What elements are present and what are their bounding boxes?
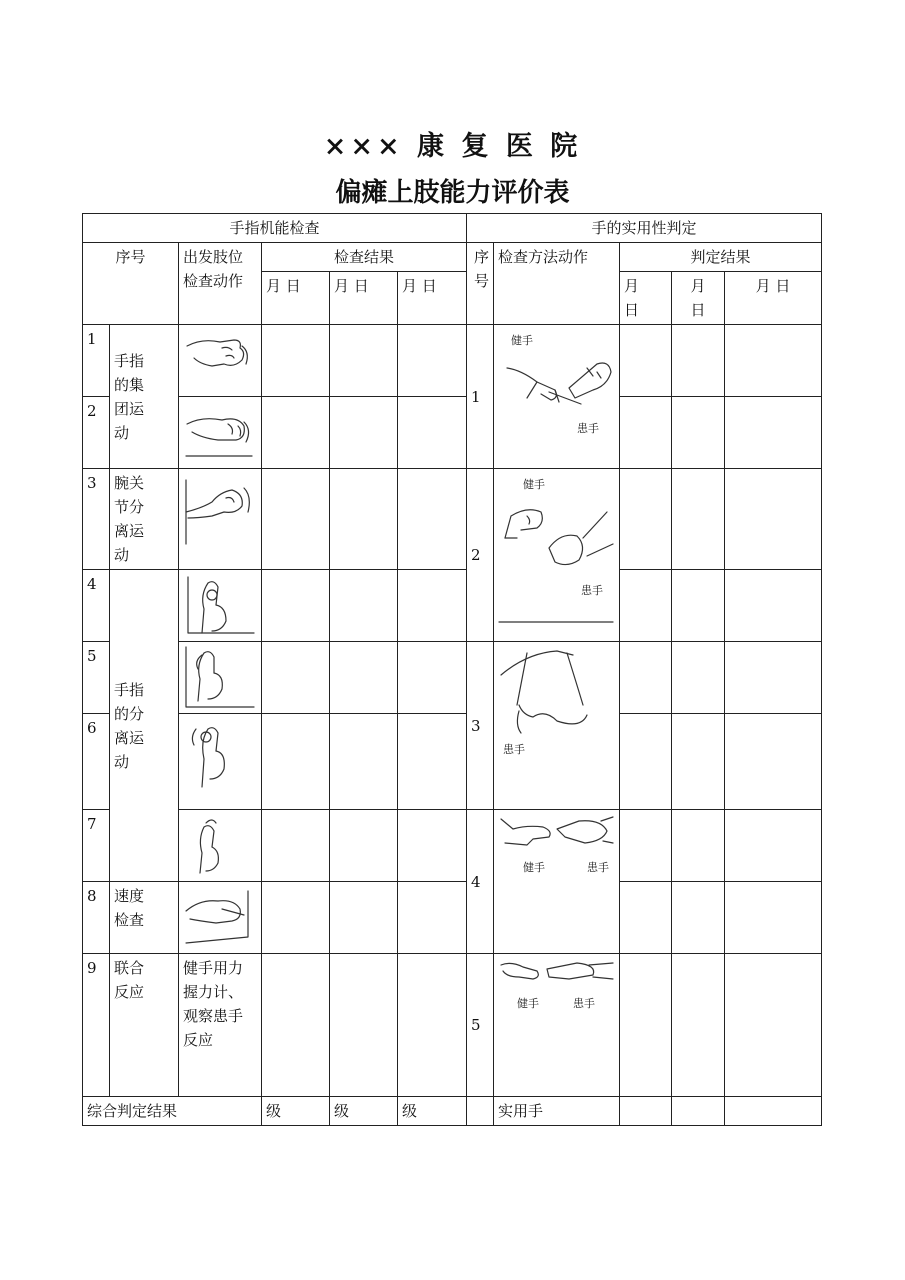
- judge-cell: [620, 469, 672, 570]
- result-cell: [330, 882, 398, 954]
- hospital-name: ××× 康 复 医 院: [323, 131, 582, 162]
- judge-cell: [725, 882, 822, 954]
- action-figure-2: [179, 397, 262, 469]
- left-section-title: 手指机能检查: [83, 214, 467, 243]
- row-number: 3: [83, 469, 110, 570]
- date-cell-2: 月 日: [330, 272, 398, 325]
- method-figure-4: [494, 810, 620, 954]
- judge-cell: [672, 714, 725, 810]
- judge-cell: [672, 397, 725, 469]
- result-cell: [398, 469, 467, 570]
- row-number: 8: [83, 882, 110, 954]
- result-cell: [262, 810, 330, 882]
- result-cell: [262, 882, 330, 954]
- figure-label-affected: 患手: [581, 584, 604, 597]
- col-action-header: 出发肢位检查动作: [179, 243, 262, 325]
- method-figure-1: [494, 325, 620, 469]
- judge-cell: [725, 810, 822, 882]
- group-label-text: 手指的集团运动: [114, 351, 145, 442]
- judge-cell: [672, 810, 725, 882]
- row-number: 1: [83, 325, 110, 397]
- result-cell: [398, 954, 467, 1097]
- evaluation-table: [82, 213, 822, 1126]
- action-figure-1: [179, 325, 262, 397]
- judge-cell: [725, 325, 822, 397]
- judge-cell: [672, 570, 725, 642]
- summary-cell: [620, 1097, 672, 1126]
- group-label: [110, 469, 179, 570]
- right-date-cell-1: [620, 272, 672, 325]
- result-cell: [330, 397, 398, 469]
- action-figure-5: [179, 642, 262, 714]
- result-cell: [330, 325, 398, 397]
- date-day: 日: [624, 301, 640, 319]
- form-title: 偏瘫上肢能力评价表: [335, 178, 570, 208]
- result-cell: [262, 397, 330, 469]
- grade-cell: 级: [262, 1097, 330, 1126]
- right-row-number: 1: [467, 325, 494, 469]
- result-cell: [330, 642, 398, 714]
- result-cell: [330, 570, 398, 642]
- row-number: 9: [83, 954, 110, 1097]
- right-row-number: 3: [467, 642, 494, 810]
- right-row-number: 5: [467, 954, 494, 1097]
- group-label-text: 手指的分离运动: [114, 680, 145, 771]
- judge-cell: [620, 570, 672, 642]
- judge-cell: [620, 810, 672, 882]
- judge-cell: [672, 642, 725, 714]
- result-cell: [398, 810, 467, 882]
- result-cell: [398, 714, 467, 810]
- right-col-no-header: 序号: [467, 243, 494, 325]
- group-label: [110, 954, 179, 1097]
- judge-cell: [725, 397, 822, 469]
- figure-label-affected: 患手: [503, 743, 526, 756]
- figure-label-affected: 患手: [573, 997, 596, 1010]
- group-label: [110, 570, 179, 882]
- judge-cell: [672, 954, 725, 1097]
- row-number: 7: [83, 810, 110, 882]
- figure-label-affected: 患手: [577, 422, 600, 435]
- row-number: 2: [83, 397, 110, 469]
- practical-hand-label: 实用手: [494, 1097, 620, 1126]
- col-method-header: 检查方法动作: [494, 243, 620, 325]
- figure-label-healthy: 健手: [511, 334, 534, 347]
- result-cell: [398, 325, 467, 397]
- grade-cell: 级: [330, 1097, 398, 1126]
- action-figure-7: [179, 810, 262, 882]
- group-label-text: 联合反应: [114, 959, 145, 1001]
- action-figure-6: [179, 714, 262, 810]
- row-number: 6: [83, 714, 110, 810]
- col-no-header: 序号: [83, 243, 179, 325]
- summary-cell: [725, 1097, 822, 1126]
- judge-cell: [725, 469, 822, 570]
- result-cell: [262, 642, 330, 714]
- date-cell-3: 月 日: [398, 272, 467, 325]
- judge-cell: [620, 642, 672, 714]
- result-cell: [330, 954, 398, 1097]
- judge-cell: [725, 570, 822, 642]
- result-cell: [262, 469, 330, 570]
- right-date-cell-2: [672, 272, 725, 325]
- result-cell: [330, 714, 398, 810]
- judge-cell: [620, 882, 672, 954]
- judge-cell: [672, 469, 725, 570]
- result-cell: [330, 469, 398, 570]
- result-cell: [262, 954, 330, 1097]
- result-cell: [398, 570, 467, 642]
- group-label: [110, 325, 179, 469]
- right-row-number: 4: [467, 810, 494, 954]
- group-label-text: 腕关节分离运动: [114, 474, 145, 564]
- figure-label-healthy: 健手: [523, 861, 546, 874]
- right-section-title: 手的实用性判定: [467, 214, 822, 243]
- right-date-cell-3: 月 日: [725, 272, 822, 325]
- result-cell: [262, 714, 330, 810]
- result-cell: [262, 570, 330, 642]
- action-figure-8: [179, 882, 262, 954]
- result-cell: [330, 810, 398, 882]
- figure-label-healthy: 健手: [517, 997, 540, 1010]
- grade-cell: 级: [398, 1097, 467, 1126]
- date-cell-1: 月 日: [262, 272, 330, 325]
- group-label: [110, 882, 179, 954]
- method-figure-5: [494, 954, 620, 1097]
- right-row-number: 2: [467, 469, 494, 642]
- judge-cell: [725, 954, 822, 1097]
- result-cell: [398, 397, 467, 469]
- method-figure-2: [494, 469, 620, 642]
- result-cell: [262, 325, 330, 397]
- right-col-result-header: 判定结果: [620, 243, 822, 272]
- judge-cell: [620, 325, 672, 397]
- judge-cell: [725, 714, 822, 810]
- row-number: 5: [83, 642, 110, 714]
- judge-cell: [620, 714, 672, 810]
- action-figure-3: [179, 469, 262, 570]
- date-day: 日: [690, 301, 706, 319]
- date-month: 月: [690, 277, 706, 295]
- judge-cell: [672, 882, 725, 954]
- summary-cell: [672, 1097, 725, 1126]
- result-cell: [398, 882, 467, 954]
- row9-action-text: 健手用力握力计、观察患手反应: [179, 954, 262, 1097]
- figure-label-healthy: 健手: [523, 478, 546, 491]
- action-figure-4: [179, 570, 262, 642]
- row-number: 4: [83, 570, 110, 642]
- judge-cell: [672, 325, 725, 397]
- date-month: 月: [624, 277, 640, 295]
- judge-cell: [620, 397, 672, 469]
- judge-cell: [725, 642, 822, 714]
- summary-label: 综合判定结果: [83, 1097, 262, 1126]
- method-figure-3: [494, 642, 620, 810]
- col-result-header: 检查结果: [262, 243, 467, 272]
- result-cell: [398, 642, 467, 714]
- group-label-text: 速度检查: [114, 887, 145, 929]
- figure-label-affected: 患手: [587, 861, 610, 874]
- judge-cell: [620, 954, 672, 1097]
- summary-spacer: [467, 1097, 494, 1126]
